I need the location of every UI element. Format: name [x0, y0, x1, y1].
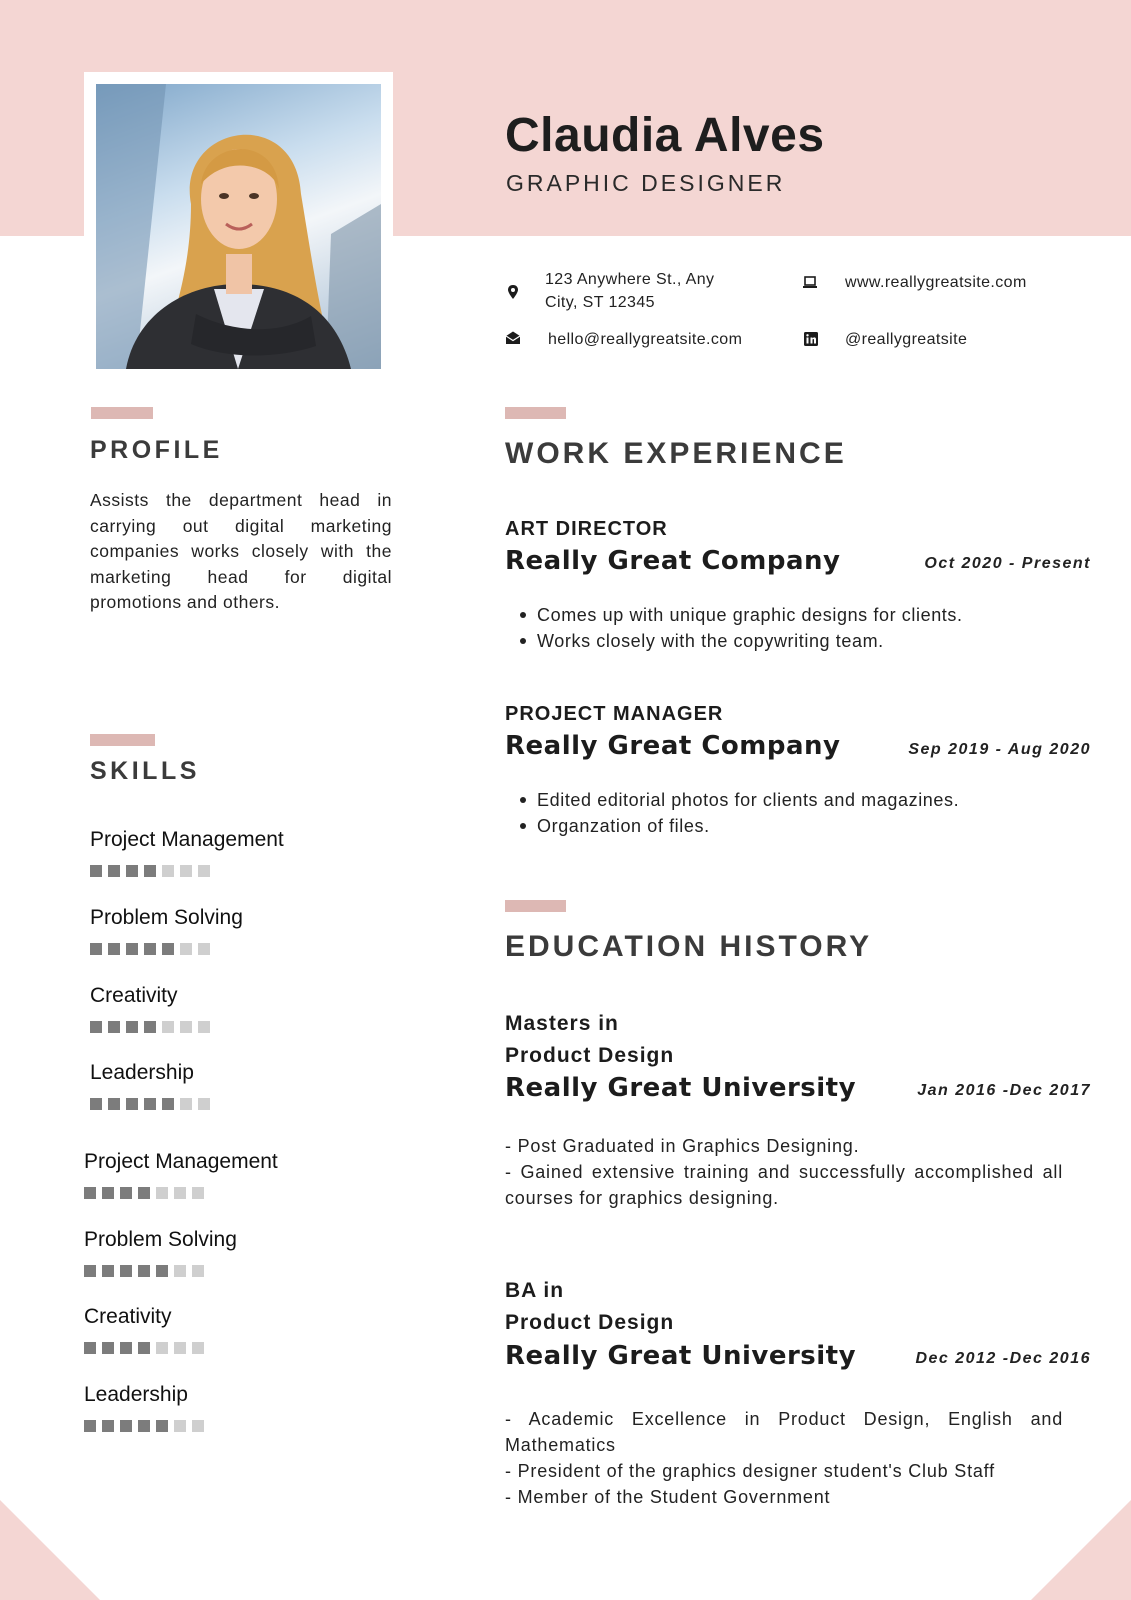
education-description: [505, 1133, 1063, 1211]
profile-photo: [96, 84, 381, 369]
skill-dot-filled: [102, 1420, 114, 1432]
skill-dot-filled: [144, 865, 156, 877]
skill-dot-empty: [162, 865, 174, 877]
education-line: - Post Graduated in Graphics Designing.: [505, 1136, 860, 1156]
skill-dot-filled: [120, 1342, 132, 1354]
skill-level: [84, 1420, 204, 1432]
job-company: Really Great Company: [505, 731, 841, 761]
degree-line-1: Masters in: [505, 1012, 619, 1035]
skill-dot-filled: [90, 1021, 102, 1033]
skill-level: [90, 943, 210, 955]
skill-dot-filled: [144, 1098, 156, 1110]
skill-dot-filled: [156, 1265, 168, 1277]
skill-dot-empty: [174, 1342, 186, 1354]
skill-dot-empty: [180, 1098, 192, 1110]
education-degree: [505, 1008, 674, 1072]
skill-level: [90, 865, 210, 877]
skill-dot-filled: [144, 1021, 156, 1033]
skill-dot-empty: [192, 1420, 204, 1432]
skill-dot-filled: [126, 1021, 138, 1033]
education-school: Really Great University: [505, 1073, 857, 1103]
skill-dot-filled: [102, 1342, 114, 1354]
education-school: Really Great University: [505, 1341, 857, 1371]
skill-level: [84, 1265, 204, 1277]
skill-dot-filled: [84, 1187, 96, 1199]
education-degree: [505, 1275, 674, 1339]
linkedin-icon: [803, 331, 819, 347]
skill-dot-filled: [126, 943, 138, 955]
profile-photo-frame: [84, 72, 393, 380]
education-heading: EDUCATION HISTORY: [505, 930, 873, 963]
skill-dot-empty: [156, 1187, 168, 1199]
skill-dot-filled: [90, 1098, 102, 1110]
skill-dot-filled: [90, 865, 102, 877]
degree-line-1: BA in: [505, 1279, 565, 1302]
job-date: Sep 2019 - Aug 2020: [908, 741, 1091, 758]
envelope-icon: [505, 330, 521, 346]
skill-dot-empty: [174, 1187, 186, 1199]
job-title: ART DIRECTOR: [505, 518, 668, 540]
skill-dot-filled: [108, 1098, 120, 1110]
skill-dot-filled: [90, 943, 102, 955]
skill-dot-filled: [162, 943, 174, 955]
skill-level: [84, 1342, 204, 1354]
skill-dot-filled: [138, 1265, 150, 1277]
profile-heading: PROFILE: [90, 436, 223, 464]
job-bullet: Comes up with unique graphic designs for clients.: [520, 602, 963, 628]
skills-heading: SKILLS: [90, 757, 200, 785]
profile-text: Assists the department head in carrying out digital marketing companies works closely with the marketing head for digital promotions and others.: [90, 490, 392, 612]
candidate-role: GRAPHIC DESIGNER: [506, 170, 786, 196]
skill-dot-empty: [198, 943, 210, 955]
skill-dot-empty: [192, 1342, 204, 1354]
skill-dot-filled: [162, 1098, 174, 1110]
skill-dot-empty: [198, 1098, 210, 1110]
degree-line-2: Product Design: [505, 1044, 675, 1067]
education-line: - Academic Excellence in Product Design, English and Mathematics: [505, 1409, 1063, 1455]
skill-level: [84, 1187, 204, 1199]
laptop-icon: [802, 274, 818, 290]
skill-dot-filled: [138, 1187, 150, 1199]
education-date: Dec 2012 -Dec 2016: [915, 1350, 1091, 1367]
skills-accent-bar: [90, 734, 155, 746]
skill-dot-empty: [162, 1021, 174, 1033]
location-icon: [505, 284, 521, 300]
skill-dot-filled: [120, 1420, 132, 1432]
job-company: Really Great Company: [505, 546, 841, 576]
skill-name: Problem Solving: [90, 906, 243, 929]
skill-dot-filled: [120, 1265, 132, 1277]
skill-dot-filled: [102, 1265, 114, 1277]
address-line-1: 123 Anywhere St., Any: [545, 271, 715, 288]
skill-dot-filled: [102, 1187, 114, 1199]
skill-dot-empty: [156, 1342, 168, 1354]
education-line: - Gained extensive training and successfully accomplished all courses for graphics designing.: [505, 1162, 1063, 1208]
work-accent-bar: [505, 407, 566, 419]
education-date: Jan 2016 -Dec 2017: [917, 1082, 1091, 1099]
skill-name: Leadership: [84, 1383, 188, 1406]
skill-dot-empty: [180, 865, 192, 877]
corner-decoration-left: [0, 1500, 100, 1600]
candidate-name: Claudia Alves: [505, 109, 825, 162]
skill-name: Problem Solving: [84, 1228, 237, 1251]
job-bullets: [520, 787, 959, 839]
skill-dot-empty: [180, 1021, 192, 1033]
skill-dot-empty: [192, 1265, 204, 1277]
skill-dot-filled: [126, 1098, 138, 1110]
skill-dot-empty: [192, 1187, 204, 1199]
social-handle[interactable]: @reallygreatsite: [845, 331, 968, 348]
skill-dot-filled: [156, 1420, 168, 1432]
corner-decoration-right: [1031, 1500, 1131, 1600]
profile-accent-bar: [91, 407, 153, 419]
address: [545, 268, 714, 314]
address-line-2: City, ST 12345: [545, 294, 655, 311]
skill-dot-filled: [138, 1342, 150, 1354]
job-bullet: Works closely with the copywriting team.: [520, 628, 963, 654]
skill-dot-filled: [126, 865, 138, 877]
skill-dot-filled: [120, 1187, 132, 1199]
skill-dot-filled: [108, 865, 120, 877]
skill-dot-filled: [84, 1265, 96, 1277]
skill-dot-empty: [174, 1265, 186, 1277]
skill-level: [90, 1021, 210, 1033]
skill-dot-filled: [84, 1342, 96, 1354]
job-bullets: [520, 602, 963, 654]
email-link[interactable]: hello@reallygreatsite.com: [548, 331, 743, 348]
skill-name: Creativity: [90, 984, 178, 1007]
skill-dot-filled: [108, 1021, 120, 1033]
skill-dot-empty: [180, 943, 192, 955]
job-bullet: Organzation of files.: [520, 813, 959, 839]
education-description: [505, 1406, 1063, 1510]
skill-name: Creativity: [84, 1305, 172, 1328]
skill-name: Leadership: [90, 1061, 194, 1084]
skill-dot-empty: [198, 865, 210, 877]
website-link[interactable]: www.reallygreatsite.com: [845, 274, 1027, 291]
skill-dot-filled: [84, 1420, 96, 1432]
education-accent-bar: [505, 900, 566, 912]
education-line: - Member of the Student Government: [505, 1487, 831, 1507]
skill-dot-empty: [198, 1021, 210, 1033]
skill-level: [90, 1098, 210, 1110]
skill-name: Project Management: [90, 828, 284, 851]
skill-dot-empty: [174, 1420, 186, 1432]
skill-dot-filled: [138, 1420, 150, 1432]
job-bullet: Edited editorial photos for clients and magazines.: [520, 787, 959, 813]
degree-line-2: Product Design: [505, 1311, 675, 1334]
job-title: PROJECT MANAGER: [505, 703, 724, 725]
skill-dot-filled: [108, 943, 120, 955]
portrait-illustration: [96, 84, 381, 369]
skill-dot-filled: [144, 943, 156, 955]
work-heading: WORK EXPERIENCE: [505, 437, 847, 470]
education-line: - President of the graphics designer student's Club Staff: [505, 1461, 995, 1481]
job-date: Oct 2020 - Present: [924, 555, 1091, 572]
skill-name: Project Management: [84, 1150, 278, 1173]
